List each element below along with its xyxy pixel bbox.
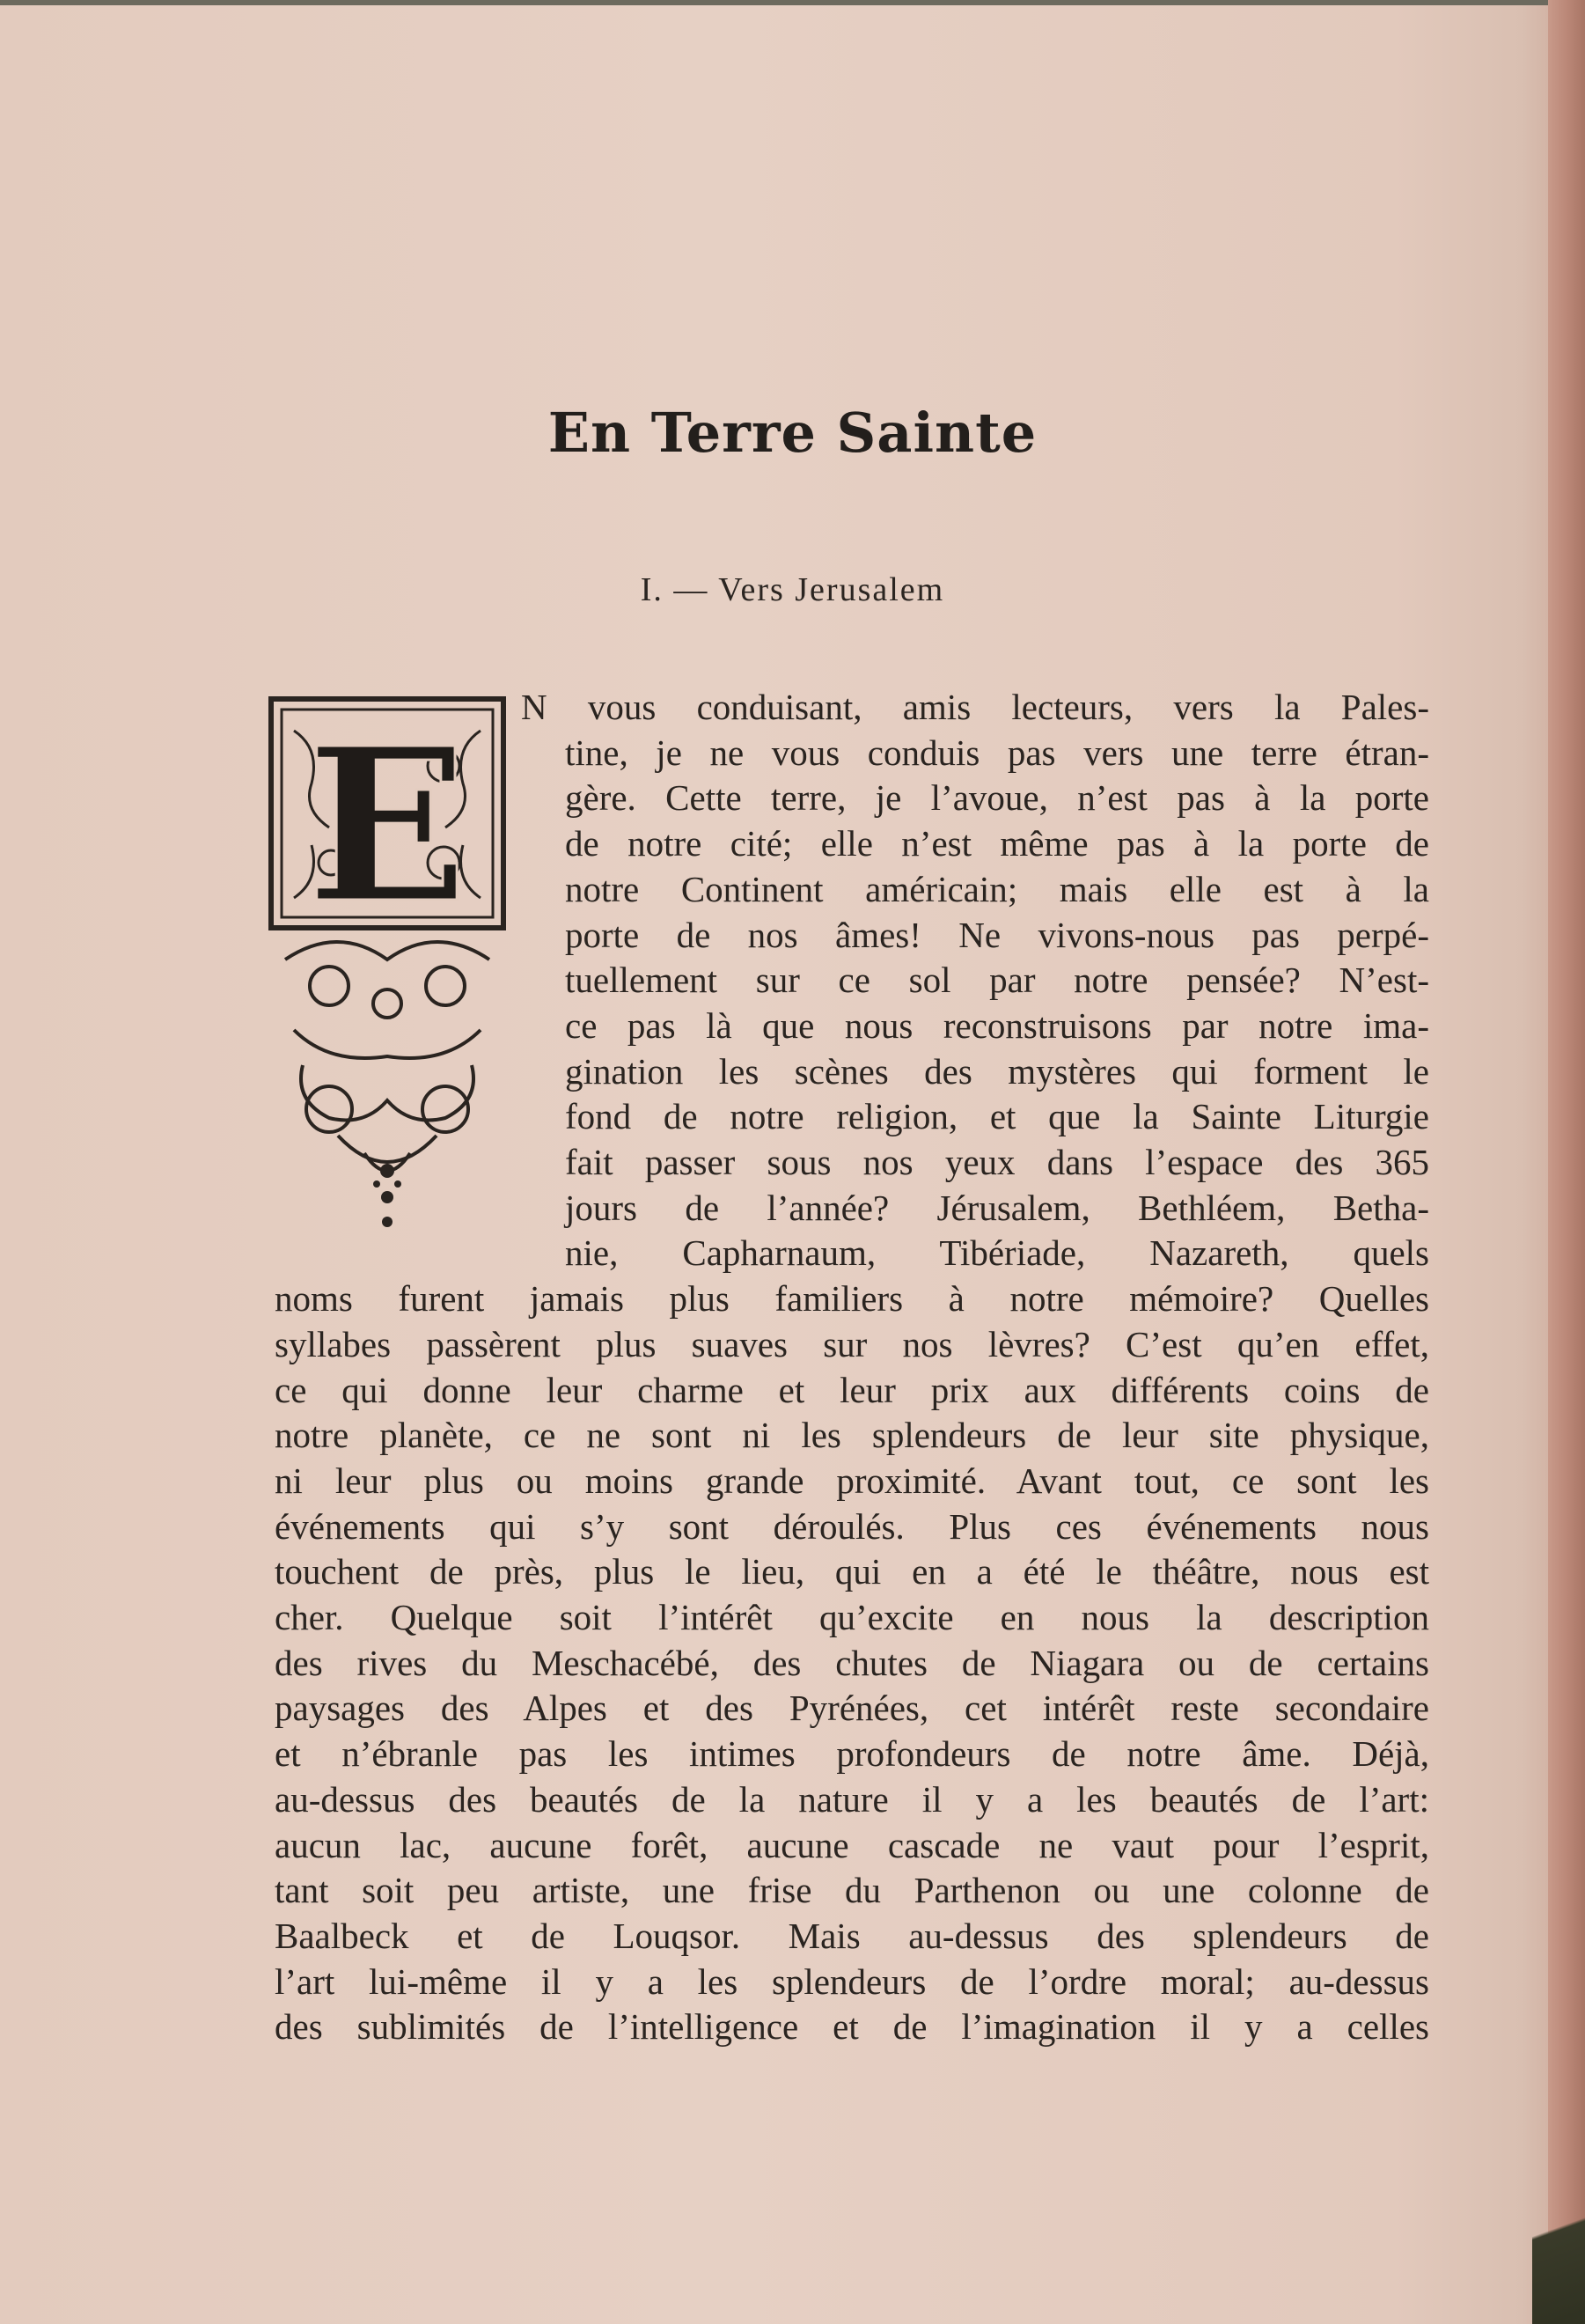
page-top-edge [0, 0, 1585, 5]
text-line: cher. Quelque soit l’intérêt qu’excite en nous la description [275, 1597, 1429, 1638]
page-corner-shadow [1532, 2166, 1585, 2324]
text-line: l’art lui-même il y a les splendeurs de l’ordre moral; au-dessus [275, 1960, 1429, 2002]
text-line: N vous conduisant, amis lecteurs, vers la Pales- [521, 687, 1429, 727]
text-line: fait passer sous nos yeux dans l’espace des 365 [565, 1142, 1429, 1183]
text-line: des rives du Meschacébé, des chutes de Niagara ou de certains [275, 1642, 1429, 1683]
text-line: tuellement sur ce sol par notre pensée? N’est- [565, 960, 1429, 1001]
text-line: notre Continent américain; mais elle est à la [565, 868, 1429, 909]
text-line: des sublimités de l’intelligence et de l’imagination il y a celles [275, 2006, 1429, 2048]
text-line: tant soit peu artiste, une frise du Parthenon ou une colonne de [275, 1870, 1429, 1911]
text-line: ni leur plus ou moins grande proximité. Avant tout, ce sont les [275, 1460, 1429, 1501]
text-line: de notre cité; elle n’est même pas à la porte de [565, 823, 1429, 864]
text-line: ce pas là que nous reconstruisons par notre ima- [565, 1004, 1429, 1046]
text-line: jours de l’année? Jérusalem, Bethléem, Betha- [565, 1187, 1429, 1228]
text-line: aucun lac, aucune forêt, aucune cascade ne vaut pour l’esprit, [275, 1824, 1429, 1865]
page-right-edge [1548, 0, 1585, 2324]
text-line: gère. Cette terre, je l’avoue, n’est pas à la porte [565, 777, 1429, 819]
text-line: nie, Capharnaum, Tibériade, Nazareth, quels [565, 1232, 1429, 1274]
text-line: touchent de près, plus le lieu, qui en a été le théâtre, nous est [275, 1551, 1429, 1592]
text-line: syllabes passèrent plus suaves sur nos lèvres? C’est qu’en effet, [275, 1323, 1429, 1364]
text-line: paysages des Alpes et des Pyrénées, cet intérêt reste secondaire [275, 1688, 1429, 1729]
text-line: notre planète, ce ne sont ni les splendeurs de leur site physique, [275, 1415, 1429, 1456]
text-line: au-dessus des beautés de la nature il y a les beautés de l’art: [275, 1778, 1429, 1820]
body-text [275, 685, 1429, 2050]
text-line: Baalbeck et de Louqsor. Mais au-dessus des splendeurs de [275, 1915, 1429, 1956]
drop-cap-letter: E [306, 702, 468, 950]
text-line: porte de nos âmes! Ne vivons-nous pas perpé- [565, 914, 1429, 955]
page-title: En Terre Sainte [547, 401, 1038, 465]
section-heading: I. — Vers Jerusalem [640, 571, 945, 608]
text-line: et n’ébranle pas les intimes profondeurs de notre âme. Déjà, [275, 1733, 1429, 1775]
text-line: noms furent jamais plus familiers à notre mémoire? Quelles [275, 1278, 1429, 1320]
text-line: tine, je ne vous conduis pas vers une terre étran- [565, 732, 1429, 773]
text-line: fond de notre religion, et que la Sainte Liturgie [565, 1096, 1429, 1137]
text-line: ce qui donne leur charme et leur prix aux différents coins de [275, 1369, 1429, 1410]
text-line: événements qui s’y sont déroulés. Plus ces événements nous [275, 1505, 1429, 1547]
text-line: gination les scènes des mystères qui forment le [565, 1050, 1429, 1092]
